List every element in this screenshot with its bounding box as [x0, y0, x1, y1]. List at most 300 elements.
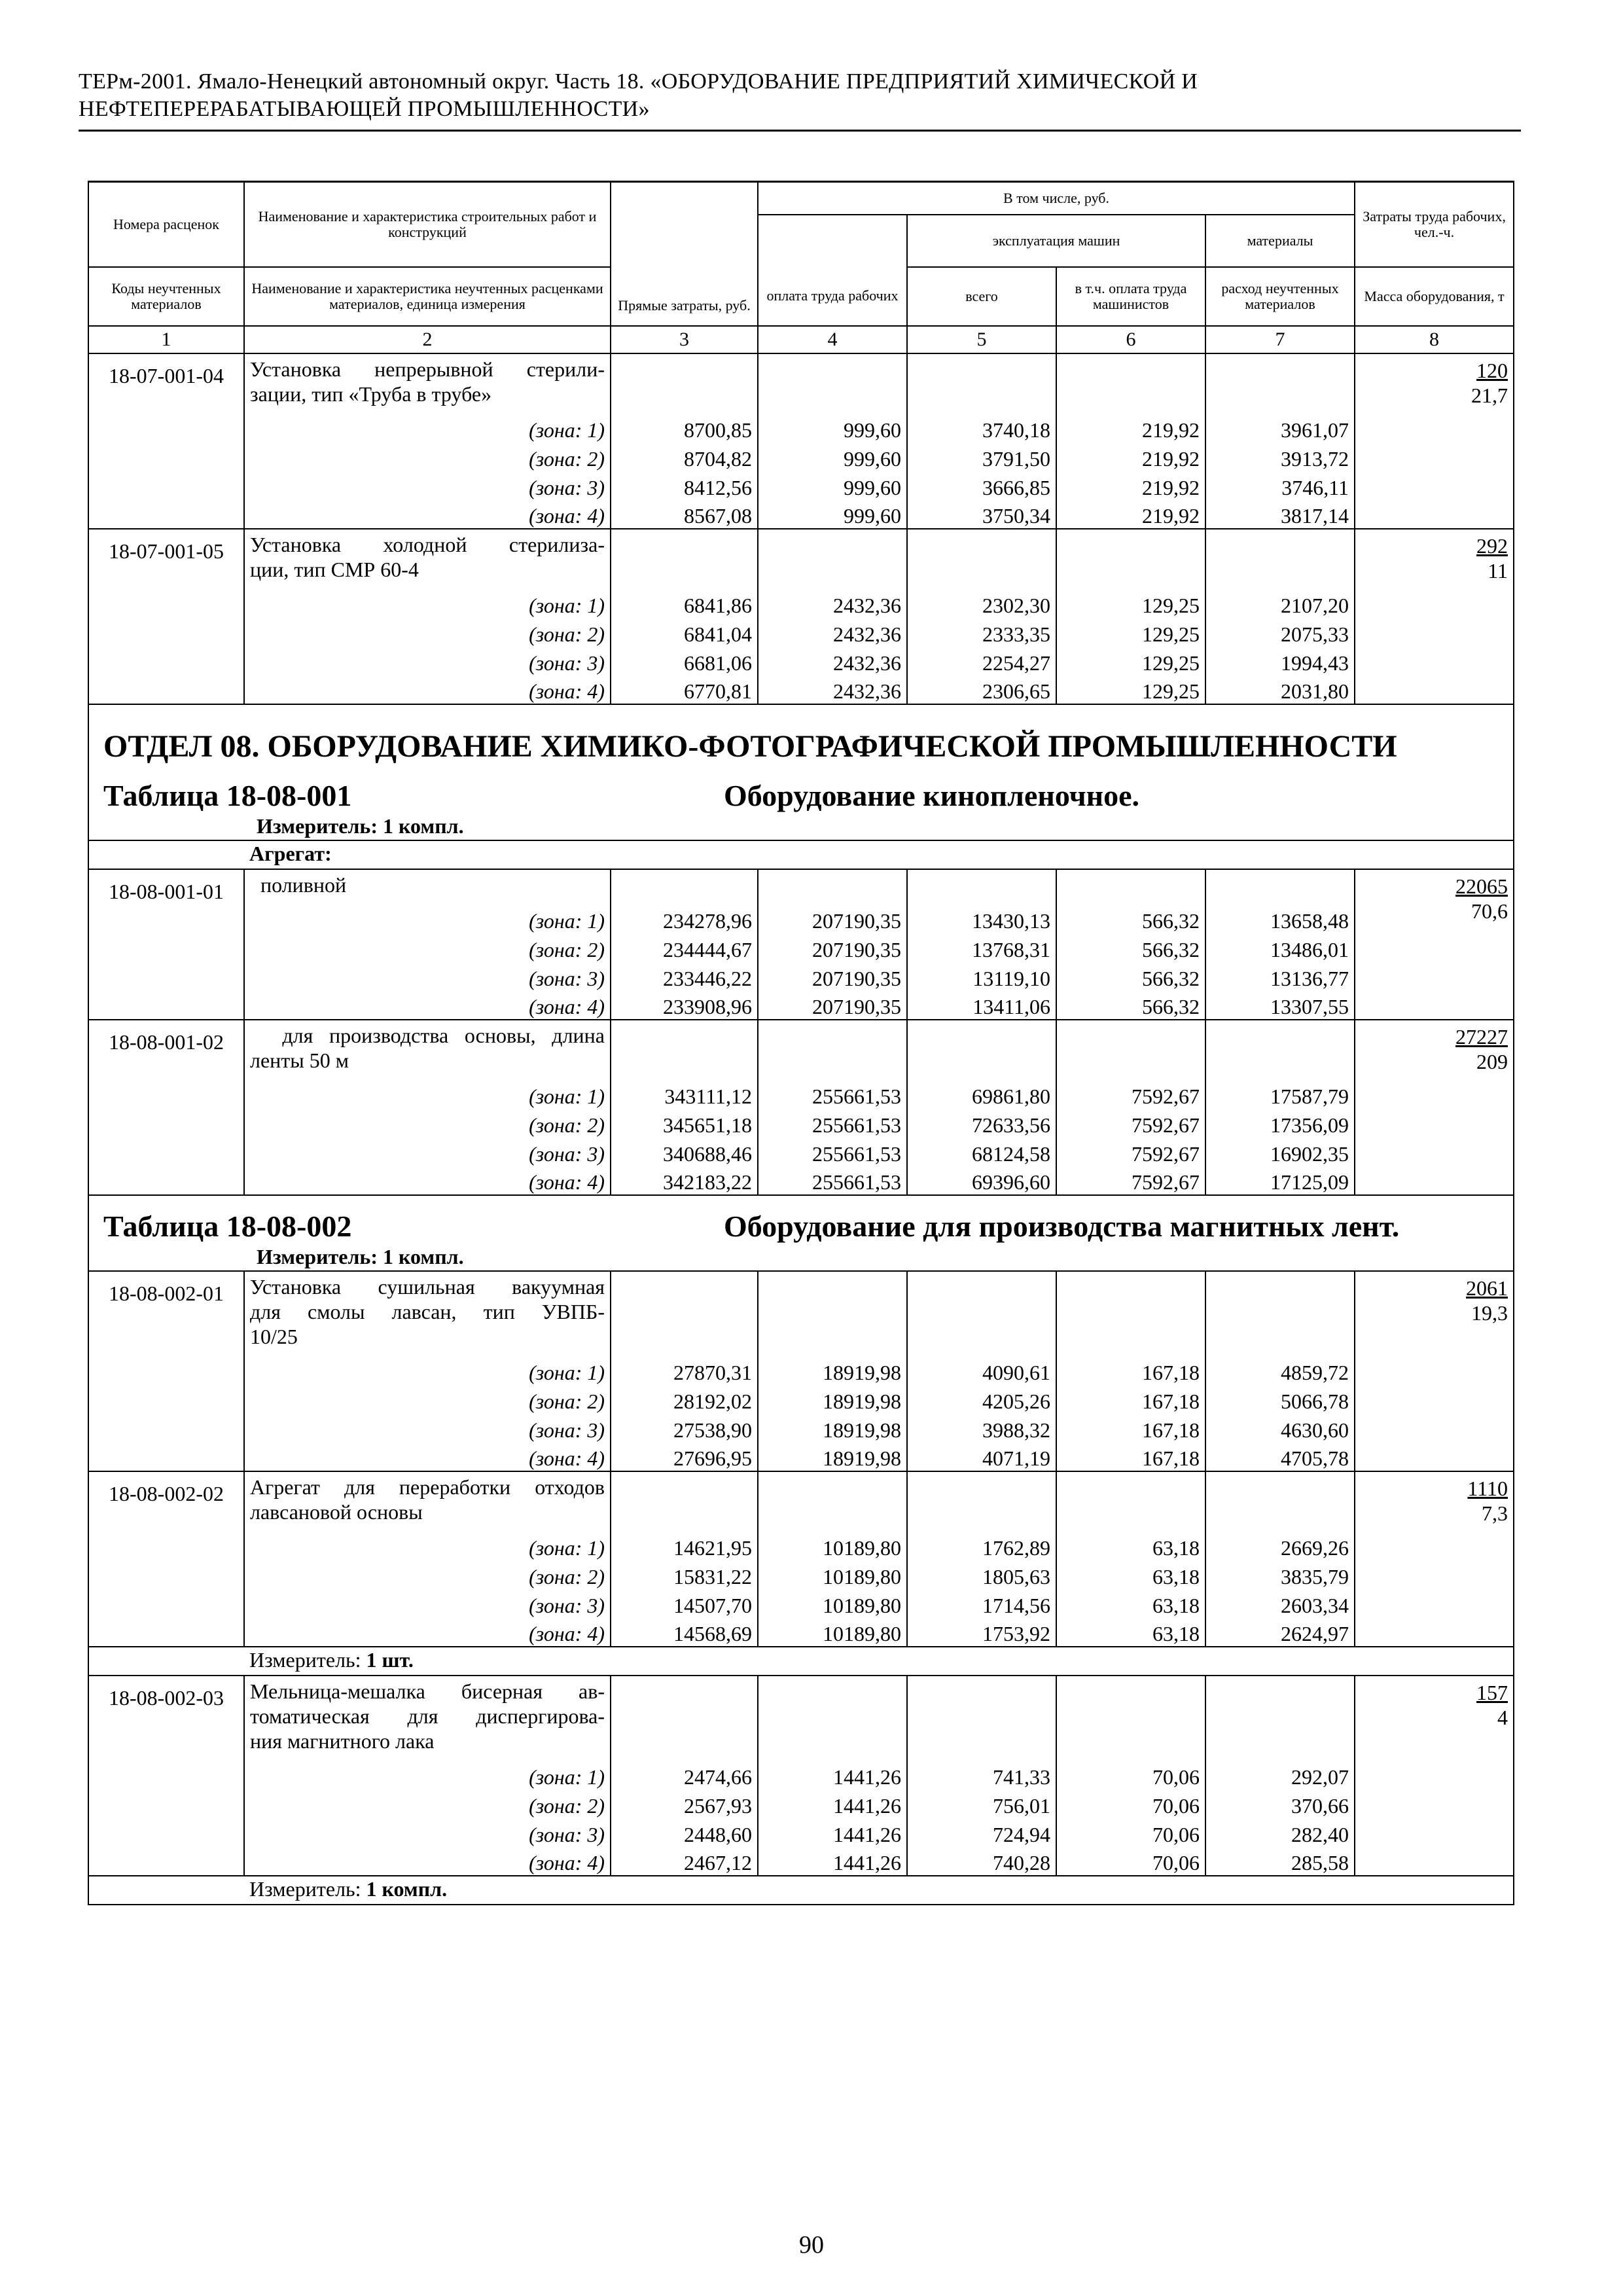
- machines-total: [907, 500, 1056, 529]
- table-name: Оборудование для производства магнитных лент.: [724, 1209, 1400, 1243]
- direct-costs: [611, 1560, 758, 1589]
- worker-wages-value: 18919,98: [823, 1446, 901, 1470]
- item-name: [244, 1676, 611, 1759]
- zone-label: [244, 588, 611, 618]
- equipment-mass: 11: [1488, 558, 1508, 583]
- worker-wages: [758, 1530, 907, 1560]
- item-name: [244, 1471, 611, 1530]
- zone-row: [88, 962, 1514, 991]
- zone-row: [88, 991, 1514, 1020]
- direct-costs: [611, 1166, 758, 1195]
- equipment-mass: 7,3: [1482, 1501, 1508, 1525]
- empty-cell: [611, 529, 758, 588]
- machines-total: [907, 1847, 1056, 1876]
- worker-wages-value: 1441,26: [833, 1850, 901, 1874]
- worker-wages: [758, 618, 907, 647]
- machine-wages-value: 70,06: [1152, 1793, 1200, 1818]
- zone-label: [244, 412, 611, 442]
- zone-label: [244, 1589, 611, 1618]
- empty-cell: [1205, 869, 1355, 903]
- direct-costs: [611, 1759, 758, 1789]
- worker-wages: [758, 1079, 907, 1109]
- table-number: Таблица 18-08-001: [103, 778, 352, 812]
- worker-wages: [758, 903, 907, 933]
- machines-total-value: 3750,34: [982, 503, 1050, 528]
- meter-label: Измеритель:: [249, 1647, 361, 1672]
- direct-costs: [611, 1385, 758, 1414]
- materials: [1205, 933, 1355, 962]
- table-name: Оборудование кинопленочное.: [724, 778, 1140, 812]
- item-name-line: Установка холодной стерилиза-: [250, 532, 605, 556]
- header-code-top: Номера расценок: [113, 215, 219, 232]
- machine-wages: [1056, 1560, 1205, 1589]
- section-title-row: [88, 704, 1514, 776]
- table-title-row: [88, 1195, 1514, 1271]
- labor-mass-cell: [1355, 869, 1514, 1020]
- item-title-row: [88, 1676, 1514, 1759]
- header-number-row: [88, 326, 1514, 353]
- worker-wages: [758, 471, 907, 500]
- header-number: 6: [1056, 326, 1205, 353]
- direct-costs-value: 14568,69: [673, 1621, 752, 1645]
- machine-wages: [1056, 1079, 1205, 1109]
- direct-costs-value: 6841,04: [684, 622, 752, 646]
- direct-costs: [611, 675, 758, 704]
- machine-wages-value: 63,18: [1152, 1564, 1200, 1588]
- machine-wages: [1056, 1414, 1205, 1443]
- machines-total-value: 72633,56: [972, 1113, 1050, 1137]
- machine-wages: [1056, 1818, 1205, 1847]
- machines-total: [907, 962, 1056, 991]
- meter: [103, 814, 1508, 840]
- machines-total: [907, 647, 1056, 675]
- empty-cell: [1056, 1471, 1205, 1530]
- materials: [1205, 1560, 1355, 1589]
- machine-wages-value: 219,92: [1142, 418, 1200, 442]
- worker-wages-value: 18919,98: [823, 1360, 901, 1384]
- machines-total-value: 1714,56: [982, 1593, 1050, 1617]
- item-title-row: [88, 353, 1514, 412]
- machines-total: [907, 1589, 1056, 1618]
- direct-costs: [611, 1618, 758, 1647]
- worker-wages-value: 10189,80: [823, 1564, 901, 1588]
- header-group: [758, 182, 1355, 215]
- zone-text: (зона: 3): [529, 966, 605, 990]
- zone-row: [88, 675, 1514, 704]
- machines-total-value: 2306,65: [982, 679, 1050, 703]
- materials: [1205, 1589, 1355, 1618]
- machine-wages: [1056, 933, 1205, 962]
- item-code: [88, 1471, 244, 1647]
- worker-wages: [758, 1166, 907, 1195]
- equipment-mass: 21,7: [1471, 383, 1508, 407]
- empty-cell: [758, 869, 907, 903]
- zone-label: [244, 933, 611, 962]
- worker-wages-value: 18919,98: [823, 1389, 901, 1413]
- labor-mass-cell: [1355, 529, 1514, 704]
- direct-costs: [611, 618, 758, 647]
- machines-total: [907, 1385, 1056, 1414]
- zone-row: [88, 1079, 1514, 1109]
- section-title: [88, 704, 1514, 776]
- meter-spacer: [88, 1876, 244, 1905]
- header-machines-label: эксплуатация машин: [992, 232, 1120, 249]
- materials-value: 17356,09: [1270, 1113, 1349, 1137]
- header-number: 7: [1205, 326, 1355, 353]
- group-label: [244, 840, 1514, 869]
- direct-costs-value: 15831,22: [673, 1564, 752, 1588]
- zone-text: (зона: 2): [529, 1389, 605, 1413]
- header-number: 5: [907, 326, 1056, 353]
- table-title-row: [88, 776, 1514, 840]
- machines-total-value: 1805,63: [982, 1564, 1050, 1588]
- item-name-line: ленты 50 м: [250, 1048, 349, 1072]
- worker-wages: [758, 1414, 907, 1443]
- zone-text: (зона: 4): [529, 503, 605, 528]
- machines-total: [907, 1759, 1056, 1789]
- machines-total: [907, 675, 1056, 704]
- zone-row: [88, 442, 1514, 471]
- machine-wages-value: 129,25: [1142, 679, 1200, 703]
- machines-total-value: 2302,30: [982, 593, 1050, 617]
- direct-costs-value: 14621,95: [673, 1535, 752, 1560]
- zone-row: [88, 1560, 1514, 1589]
- materials: [1205, 1166, 1355, 1195]
- materials: [1205, 1759, 1355, 1789]
- empty-cell: [1056, 353, 1205, 412]
- worker-wages: [758, 500, 907, 529]
- item-code-text: 18-08-002-02: [109, 1481, 224, 1505]
- machines-total-value: 1762,89: [982, 1535, 1050, 1560]
- header-code: [88, 182, 244, 267]
- worker-wages-value: 10189,80: [823, 1621, 901, 1645]
- zone-row: [88, 1530, 1514, 1560]
- header-name-bottom: [244, 267, 611, 326]
- header-number: 1: [88, 326, 244, 353]
- header-wages: [758, 267, 907, 326]
- meter: [103, 1244, 1508, 1270]
- machine-wages: [1056, 442, 1205, 471]
- materials-value: 3817,14: [1281, 503, 1349, 528]
- zone-label: [244, 903, 611, 933]
- machines-total: [907, 1166, 1056, 1195]
- direct-costs-value: 234444,67: [663, 937, 752, 961]
- item-title-row: [88, 529, 1514, 588]
- item-name: [244, 353, 611, 412]
- header-number: 2: [244, 326, 611, 353]
- worker-wages-value: 2432,36: [833, 651, 901, 675]
- materials: [1205, 991, 1355, 1020]
- machine-wages-value: 70,06: [1152, 1765, 1200, 1789]
- worker-wages-value: 2432,36: [833, 679, 901, 703]
- materials: [1205, 1385, 1355, 1414]
- zone-label: [244, 1759, 611, 1789]
- item-code: [88, 353, 244, 529]
- header-number: 3: [611, 326, 758, 353]
- materials-value: 4859,72: [1281, 1360, 1349, 1384]
- zone-label: [244, 1847, 611, 1876]
- machines-total: [907, 1355, 1056, 1385]
- direct-costs-value: 6841,86: [684, 593, 752, 617]
- materials: [1205, 500, 1355, 529]
- direct-costs: [611, 500, 758, 529]
- direct-costs-value: 8567,08: [684, 503, 752, 528]
- labor-hours: 120: [1476, 358, 1508, 382]
- worker-wages: [758, 647, 907, 675]
- direct-costs-value: 14507,70: [673, 1593, 752, 1617]
- header-number: 4: [758, 326, 907, 353]
- zone-text: (зона: 3): [529, 1593, 605, 1617]
- direct-costs-value: 342183,22: [663, 1170, 752, 1194]
- machine-wages: [1056, 1847, 1205, 1876]
- empty-cell: [1205, 353, 1355, 412]
- labor-hours: 2061: [1466, 1276, 1508, 1300]
- materials: [1205, 962, 1355, 991]
- empty-cell: [758, 1676, 907, 1759]
- machines-total-value: 68124,58: [972, 1141, 1050, 1166]
- zone-row: [88, 1618, 1514, 1647]
- table-title-line: [103, 778, 1508, 814]
- direct-costs-value: 233446,22: [663, 966, 752, 990]
- materials: [1205, 618, 1355, 647]
- machine-wages-value: 167,18: [1142, 1360, 1200, 1384]
- worker-wages: [758, 1109, 907, 1138]
- empty-cell: [1205, 1676, 1355, 1759]
- header-machines-total: [907, 267, 1056, 326]
- worker-wages-value: 207190,35: [812, 937, 901, 961]
- empty-cell: [1056, 1271, 1205, 1355]
- direct-costs: [611, 471, 758, 500]
- machine-wages-value: 70,06: [1152, 1822, 1200, 1846]
- machine-wages-value: 63,18: [1152, 1621, 1200, 1645]
- item-name-line: томатическая для диспергирова-: [250, 1704, 605, 1728]
- direct-costs: [611, 442, 758, 471]
- machine-wages: [1056, 1385, 1205, 1414]
- zone-label: [244, 1079, 611, 1109]
- zone-row: [88, 412, 1514, 442]
- zone-label: [244, 1385, 611, 1414]
- empty-cell: [611, 1020, 758, 1079]
- direct-costs-value: 27870,31: [673, 1360, 752, 1384]
- worker-wages-value: 999,60: [844, 446, 901, 471]
- header-materials: [1205, 215, 1355, 267]
- worker-wages: [758, 442, 907, 471]
- meter: [244, 1876, 1514, 1905]
- table-title: [88, 1195, 1514, 1271]
- zone-text: (зона: 1): [529, 418, 605, 442]
- machine-wages: [1056, 1138, 1205, 1166]
- meter-label: Измеритель:: [257, 1244, 378, 1268]
- zone-text: (зона: 4): [529, 679, 605, 703]
- header-mass-label: Масса оборудования, т: [1364, 287, 1505, 304]
- worker-wages-value: 255661,53: [812, 1141, 901, 1166]
- zone-text: (зона: 2): [529, 446, 605, 471]
- zone-row: [88, 471, 1514, 500]
- header-group-label: В том числе, руб.: [1003, 189, 1109, 206]
- worker-wages: [758, 1560, 907, 1589]
- materials: [1205, 588, 1355, 618]
- direct-costs-value: 6681,06: [684, 651, 752, 675]
- worker-wages: [758, 1385, 907, 1414]
- item-name-line: для производства основы, длина: [250, 1023, 605, 1047]
- machine-wages: [1056, 1618, 1205, 1647]
- machines-total: [907, 588, 1056, 618]
- machines-total: [907, 1414, 1056, 1443]
- direct-costs: [611, 991, 758, 1020]
- machines-total-value: 3740,18: [982, 418, 1050, 442]
- worker-wages: [758, 412, 907, 442]
- direct-costs-value: 8700,85: [684, 418, 752, 442]
- zone-label: [244, 1560, 611, 1589]
- zone-row: [88, 1355, 1514, 1385]
- machine-wages-value: 7592,67: [1132, 1170, 1200, 1194]
- direct-costs-value: 340688,46: [663, 1141, 752, 1166]
- machines-total-value: 13768,31: [972, 937, 1050, 961]
- worker-wages: [758, 933, 907, 962]
- worker-wages-value: 999,60: [844, 418, 901, 442]
- machine-wages: [1056, 675, 1205, 704]
- empty-cell: [1056, 1676, 1205, 1759]
- empty-cell: [611, 1271, 758, 1355]
- table-title: [88, 776, 1514, 840]
- materials-value: 3835,79: [1281, 1564, 1349, 1588]
- zone-label: [244, 1530, 611, 1560]
- group-label-text: Агрегат:: [249, 841, 332, 865]
- group-spacer: [88, 840, 244, 869]
- zone-label: [244, 471, 611, 500]
- materials: [1205, 412, 1355, 442]
- meter-spacer: [88, 1647, 244, 1676]
- header-name-top: Наименование и характеристика строительных работ и конструкций: [258, 207, 597, 240]
- empty-cell: [758, 1271, 907, 1355]
- worker-wages: [758, 1818, 907, 1847]
- materials-value: 2603,34: [1281, 1593, 1349, 1617]
- zone-label: [244, 1138, 611, 1166]
- zone-text: (зона: 3): [529, 651, 605, 675]
- header-machines: [907, 215, 1205, 267]
- zone-row: [88, 1789, 1514, 1818]
- zone-row: [88, 1414, 1514, 1443]
- worker-wages-value: 255661,53: [812, 1113, 901, 1137]
- zone-text: (зона: 3): [529, 1418, 605, 1442]
- header-name-bottom-label: Наименование и характеристика неучтенных расценками материалов, единица измерения: [251, 279, 603, 312]
- item-code-text: 18-08-001-01: [109, 879, 224, 903]
- machine-wages-value: 7592,67: [1132, 1113, 1200, 1137]
- direct-costs-value: 2467,12: [684, 1850, 752, 1874]
- machine-wages: [1056, 1355, 1205, 1385]
- machines-total: [907, 933, 1056, 962]
- machine-wages: [1056, 500, 1205, 529]
- machine-wages-value: 129,25: [1142, 593, 1200, 617]
- zone-text: (зона: 3): [529, 1141, 605, 1166]
- empty-cell: [1056, 529, 1205, 588]
- zone-row: [88, 1109, 1514, 1138]
- worker-wages: [758, 1847, 907, 1876]
- machine-wages: [1056, 1530, 1205, 1560]
- empty-cell: [1205, 1020, 1355, 1079]
- item-title-row: [88, 1020, 1514, 1079]
- zone-label: [244, 1818, 611, 1847]
- empty-cell: [907, 529, 1056, 588]
- empty-cell: [758, 529, 907, 588]
- item-code: [88, 1020, 244, 1195]
- materials: [1205, 1079, 1355, 1109]
- machines-total-value: 2254,27: [982, 651, 1050, 675]
- worker-wages-value: 1441,26: [833, 1765, 901, 1789]
- zone-text: (зона: 4): [529, 1170, 605, 1194]
- empty-cell: [758, 1020, 907, 1079]
- materials: [1205, 471, 1355, 500]
- zone-row: [88, 588, 1514, 618]
- machine-wages-value: 63,18: [1152, 1535, 1200, 1560]
- direct-costs: [611, 647, 758, 675]
- zone-row: [88, 500, 1514, 529]
- item-code-text: 18-08-002-03: [109, 1685, 224, 1710]
- materials-value: 13658,48: [1270, 908, 1349, 933]
- item-title-row: [88, 869, 1514, 903]
- empty-cell: [907, 1020, 1056, 1079]
- zone-label: [244, 1109, 611, 1138]
- item-code-text: 18-07-001-05: [109, 539, 224, 563]
- worker-wages-value: 207190,35: [812, 908, 901, 933]
- machine-wages: [1056, 412, 1205, 442]
- machines-total-value: 3666,85: [982, 475, 1050, 499]
- item-code-text: 18-07-001-04: [109, 363, 224, 387]
- direct-costs: [611, 1443, 758, 1471]
- materials-value: 2669,26: [1281, 1535, 1349, 1560]
- materials-value: 370,66: [1291, 1793, 1349, 1818]
- machines-total: [907, 991, 1056, 1020]
- item-code-text: 18-08-002-01: [109, 1281, 224, 1305]
- zone-text: (зона: 1): [529, 1765, 605, 1789]
- header-labor-top: Затраты труда рабочих, чел.-ч.: [1363, 207, 1506, 240]
- empty-cell: [1056, 869, 1205, 903]
- zone-label: [244, 1166, 611, 1195]
- labor-hours: 292: [1476, 533, 1508, 558]
- empty-cell: [1056, 1020, 1205, 1079]
- empty-cell: [611, 869, 758, 903]
- worker-wages-value: 999,60: [844, 475, 901, 499]
- direct-costs: [611, 1079, 758, 1109]
- header-mass: [1355, 267, 1514, 326]
- zone-text: (зона: 4): [529, 1850, 605, 1874]
- machines-total-value: 4090,61: [982, 1360, 1050, 1384]
- zone-row: [88, 1166, 1514, 1195]
- header-wages-spacer: [758, 215, 907, 267]
- machine-wages: [1056, 962, 1205, 991]
- header-code-bottom: [88, 267, 244, 326]
- running-header-line-1: ТЕРм-2001. Ямало-Ненецкий автономный округ. Часть 18. «ОБОРУДОВАНИЕ ПРЕДПРИЯТИЙ ХИМИЧЕСКОЙ И: [79, 69, 1198, 94]
- direct-costs-value: 6770,81: [684, 679, 752, 703]
- zone-text: (зона: 4): [529, 1446, 605, 1470]
- zone-label: [244, 675, 611, 704]
- item-name-line: ния магнитного лака: [250, 1729, 435, 1753]
- zone-label: [244, 442, 611, 471]
- zone-row: [88, 1138, 1514, 1166]
- item-name-line: Мельница-мешалка бисерная ав-: [250, 1679, 605, 1703]
- worker-wages-value: 207190,35: [812, 966, 901, 990]
- running-header-line-2: НЕФТЕПЕРЕРАБАТЫВАЮЩЕЙ ПРОМЫШЛЕННОСТИ»: [79, 97, 650, 121]
- materials-value: 17125,09: [1270, 1170, 1349, 1194]
- labor-mass-cell: [1355, 1676, 1514, 1876]
- machines-total: [907, 1530, 1056, 1560]
- worker-wages-value: 18919,98: [823, 1418, 901, 1442]
- materials-value: 2031,80: [1281, 679, 1349, 703]
- materials-value: 4630,60: [1281, 1418, 1349, 1442]
- machines-total-value: 2333,35: [982, 622, 1050, 646]
- direct-costs-value: 2448,60: [684, 1822, 752, 1846]
- machine-wages-value: 167,18: [1142, 1418, 1200, 1442]
